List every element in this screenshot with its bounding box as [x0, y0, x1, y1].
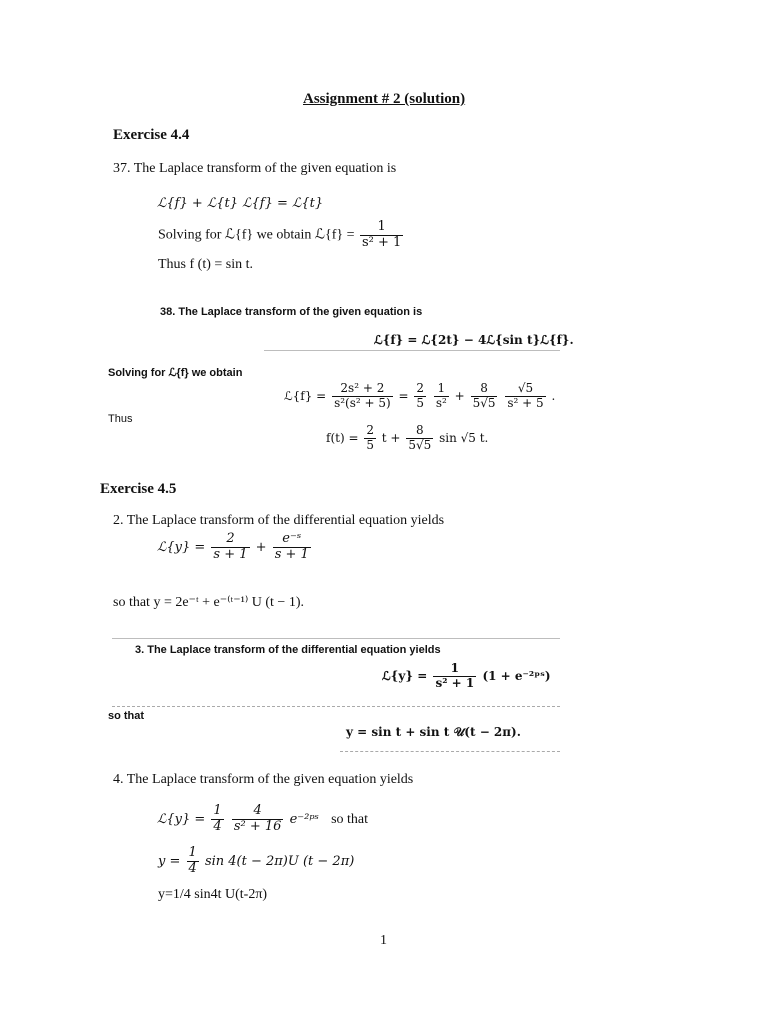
problem-37-solving-text: Solving for ℒ{f} we obtain ℒ{f} =: [158, 227, 355, 243]
problem-2-lhs: ℒ{y} =: [157, 539, 206, 555]
problem-3-frac: [433, 662, 476, 691]
problem-4-frac1-num: 1: [213, 803, 222, 818]
problem-2-equation: [157, 532, 313, 563]
problem-37-intro: 37. The Laplace transform of the given equation is: [113, 161, 397, 176]
exercise-4-5-heading: Exercise 4.5: [100, 481, 177, 497]
problem-38-eq2-frac5-den: s² + 5: [507, 395, 544, 410]
problem-3-mid-rule: [112, 706, 560, 707]
problem-4-frac1-den: 4: [213, 818, 222, 834]
problem-38-eq2-frac2: [414, 382, 426, 411]
problem-38-equation-3: [326, 424, 488, 453]
problem-37-solving: [158, 220, 405, 251]
problem-38-thus: Thus: [108, 413, 133, 425]
problem-38-equation-2: [284, 382, 555, 411]
problem-3-frac-den: s² + 1: [435, 675, 475, 690]
problem-4-intro: 4. The Laplace transform of the given equation yields: [113, 772, 414, 787]
problem-38-eq3-mid: t +: [381, 430, 401, 445]
problem-38-eq2-frac3-num: 1: [434, 382, 449, 397]
problem-38-solving: Solving for ℒ{f} we obtain: [108, 367, 243, 379]
problem-38-rule: [264, 350, 560, 351]
problem-38-eq2-frac3: [434, 382, 449, 411]
problem-37-thus: Thus f (t) = sin t.: [158, 257, 253, 272]
problem-38-intro: 38. The Laplace transform of the given equation is: [160, 306, 423, 318]
problem-4-equation: [157, 804, 368, 835]
problem-2-result: so that y = 2e⁻ᵗ + e⁻⁽ᵗ⁻¹⁾ U (t − 1).: [113, 595, 304, 610]
problem-4-frac2: [232, 804, 284, 835]
problem-4-so-that: so that: [331, 811, 369, 827]
problem-38-eq2-frac4-num: 8: [471, 382, 498, 397]
problem-3-so-that: so that: [108, 710, 145, 722]
problem-4-lhs: ℒ{y} =: [157, 811, 206, 827]
problem-4-solution: [158, 846, 354, 877]
problem-38-eq3-end: sin √5 t.: [439, 430, 489, 445]
problem-2-frac1-den: s + 1: [213, 546, 248, 562]
problem-38-eq2-frac1-den: s²(s² + 5): [334, 395, 391, 410]
problem-3-top-rule: [112, 638, 560, 639]
problem-38-eq3-frac1-num: 2: [366, 423, 374, 437]
problem-38-eq2-equals: =: [398, 388, 409, 403]
problem-38-eq2-end: .: [551, 388, 556, 403]
problem-2-intro: 2. The Laplace transform of the differential equation yields: [113, 513, 445, 528]
problem-37-fraction-num: 1: [360, 220, 403, 236]
problem-3-lhs: ℒ{y} =: [382, 668, 428, 683]
problem-2-frac2-den: s + 1: [274, 546, 309, 562]
problem-38-eq3-lhs: f(t) =: [326, 430, 359, 445]
problem-2-frac1: [211, 532, 249, 563]
problem-4-frac1: [211, 804, 223, 835]
problem-38-eq2-frac5: [505, 382, 545, 411]
problem-4-y-rhs: sin 4(t − 2π)U (t − 2π): [204, 853, 355, 869]
problem-3-bottom-rule: [340, 751, 560, 752]
page-number: 1: [380, 933, 387, 948]
problem-2-frac2-num: e⁻ˢ: [273, 532, 311, 548]
problem-4-y-frac-den: 4: [188, 860, 197, 876]
problem-38-eq3-frac1: [364, 424, 376, 453]
problem-2-frac1-num: 2: [211, 532, 249, 548]
exercise-4-4-heading: Exercise 4.4: [113, 127, 190, 143]
problem-38-eq2-lhs: ℒ{f} =: [284, 388, 327, 403]
problem-38-eq2-frac4: [471, 382, 498, 411]
problem-38-eq2-frac3-den: s²: [435, 395, 447, 410]
problem-3-equation: [382, 662, 551, 691]
problem-4-exp: e⁻²ᵖˢ: [289, 811, 319, 827]
problem-2-plus: +: [255, 539, 267, 555]
problem-38-eq2-frac5-num: √5: [505, 382, 545, 397]
problem-3-result: y = sin t + sin t 𝒰(t − 2π).: [346, 725, 521, 739]
problem-4-y-lhs: y =: [158, 853, 181, 869]
problem-4-frac2-num: 4: [232, 804, 284, 820]
problem-38-eq3-frac1-den: 5: [366, 437, 374, 452]
problem-38-eq2-plus: +: [454, 388, 465, 403]
problem-37-fraction-den: s² + 1: [361, 234, 402, 250]
page-title: Assignment # 2 (solution): [303, 91, 466, 107]
problem-38-eq3-frac2-den: 5√5: [408, 437, 432, 452]
problem-3-intro: 3. The Laplace transform of the differential equation yields: [135, 644, 441, 656]
problem-38-equation: ℒ{f} = ℒ{2t} − 4ℒ{sin t}ℒ{f}.: [374, 333, 574, 347]
problem-4-frac2-den: s² + 16: [233, 818, 282, 834]
problem-4-y-frac: [187, 846, 199, 877]
problem-2-frac2: [273, 532, 311, 563]
problem-4-plain: y=1/4 sin4t U(t-2π): [158, 887, 268, 902]
problem-38-eq2-frac1-num: 2s² + 2: [332, 382, 393, 397]
problem-3-frac-num: 1: [433, 662, 476, 677]
problem-3-rhs: (1 + e⁻²ᵖˢ): [482, 668, 551, 683]
problem-37-equation: ℒ{f} + ℒ{t} ℒ{f} = ℒ{t}: [157, 196, 324, 211]
problem-38-eq3-frac2-num: 8: [406, 424, 433, 439]
problem-38-eq2-frac1: [332, 382, 393, 411]
problem-38-eq2-frac2-num: 2: [416, 381, 425, 395]
problem-37-fraction: [360, 220, 403, 251]
problem-38-eq2-frac2-den: 5: [416, 395, 425, 410]
problem-38-eq2-frac4-den: 5√5: [472, 395, 496, 410]
problem-4-y-frac-num: 1: [188, 845, 197, 860]
problem-38-eq3-frac2: [406, 424, 433, 453]
